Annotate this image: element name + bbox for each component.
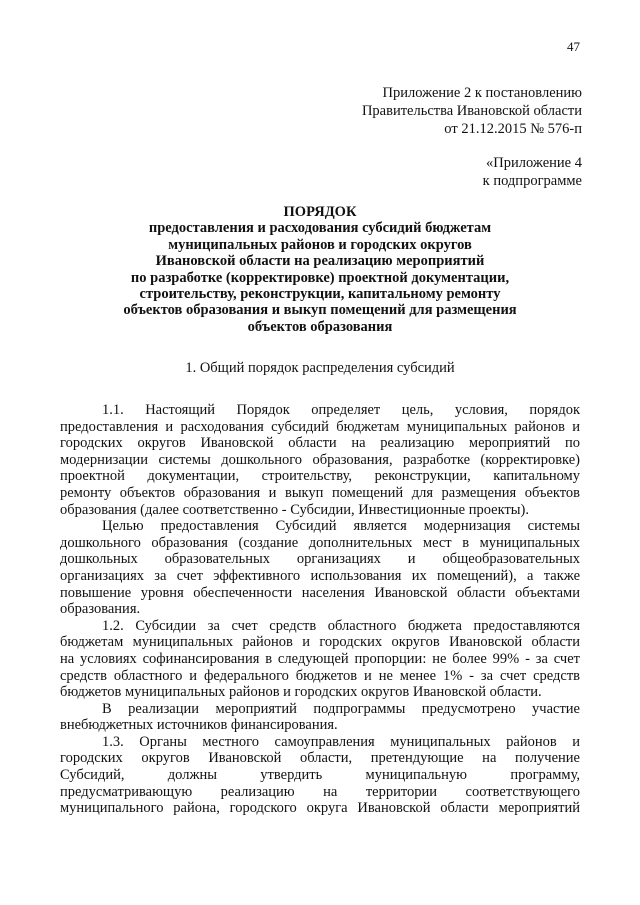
- text-line: бюджетам муниципальных районов и городских округов Ивановской области: [60, 634, 580, 651]
- title-line: объектов образования: [247, 318, 393, 335]
- text-line: 1.1. Настоящий Порядок определяет цель, условия, порядок: [102, 402, 580, 418]
- appendix-header-line: Правительства Ивановской области: [361, 103, 582, 119]
- paragraph-goal: [60, 518, 580, 618]
- text-line: бюджетов муниципальных районов и городских округов Ивановской области.: [60, 684, 542, 701]
- text-line: организациях за счет эффективного использования их помещений), а также: [60, 567, 580, 584]
- appendix-header-line: Приложение 2 к постановлению: [382, 85, 582, 101]
- text-line: 1.2. Субсидии за счет средств областного бюджета предоставляются: [102, 617, 580, 634]
- text-line: Целью предоставления Субсидий является модернизация системы: [102, 518, 580, 535]
- appendix-header-line: от 21.12.2015 № 576-п: [444, 121, 582, 137]
- text-line: на условиях софинансирования в следующей пропорции: не более 99% - за счет: [60, 650, 580, 667]
- paragraph-1-2: [60, 618, 580, 701]
- text-line: модернизации системы дошкольного образования, разработке (корректировке): [60, 451, 580, 468]
- text-line: предоставления и расходования субсидий бюджетам муниципальных районов и: [60, 418, 580, 435]
- sub-header: [483, 154, 582, 190]
- text-line: предусматривающую реализацию на территории соответствующего: [60, 783, 580, 800]
- text-line: дошкольного образования (создание дополнительных мест в муниципальных: [60, 534, 580, 551]
- section-heading: 1. Общий порядок распределения субсидий: [185, 360, 455, 376]
- text-line: образования (далее соответственно - Субсидии, Инвестиционные проекты).: [60, 501, 529, 518]
- text-line: городских округов Ивановской области, претендующие на получение: [60, 750, 580, 767]
- paragraph-1-1: [60, 402, 580, 518]
- sub-header-line: к подпрограмме: [482, 173, 582, 189]
- paragraph-1-3: [60, 734, 580, 817]
- text-line: дошкольных образовательных организациях и общеобразовательных: [60, 551, 580, 568]
- text-line: ремонту объектов образования и выкуп помещений для размещения объектов: [60, 484, 580, 501]
- text-line: повышение уровня обеспеченности населения Ивановской области объектами: [60, 584, 580, 601]
- title-line: строительству, реконструкции, капитальному ремонту: [139, 286, 501, 303]
- text-line: В реализации мероприятий подпрограммы предусмотрено участие: [102, 700, 580, 717]
- document-title: [60, 204, 580, 335]
- text-line: образования.: [60, 601, 141, 618]
- paragraph-extra-budget: [60, 701, 580, 734]
- text-line: городских округов Ивановской области на реализацию мероприятий по: [60, 435, 580, 452]
- sub-header-line: «Приложение 4: [486, 155, 582, 171]
- appendix-header: [362, 84, 582, 138]
- title-heading: ПОРЯДОК: [283, 204, 357, 220]
- title-line: Ивановской области на реализацию мероприятий: [155, 253, 485, 270]
- title-line: объектов образования и выкуп помещений для размещения: [123, 302, 517, 319]
- text-line: проектной документации, строительству, реконструкции, капитальному: [60, 468, 580, 485]
- text-line: муниципального района, городского округа Ивановской области мероприятий: [60, 800, 580, 817]
- text-line: 1.3. Органы местного самоуправления муниципальных районов и: [102, 733, 580, 750]
- title-line: муниципальных районов и городских округов: [168, 236, 472, 253]
- title-line: по разработке (корректировке) проектной документации,: [130, 269, 510, 286]
- text-line: средств областного и федерального бюджетов и не менее 1% - за счет средств: [60, 667, 580, 684]
- title-line: предоставления и расходования субсидий бюджетам: [148, 220, 492, 237]
- body-text: [60, 402, 580, 817]
- text-line: Субсидий, должны утвердить муниципальную программу,: [60, 767, 580, 784]
- page-number: 47: [567, 39, 580, 54]
- text-line: внебюджетных источников финансирования.: [60, 717, 338, 734]
